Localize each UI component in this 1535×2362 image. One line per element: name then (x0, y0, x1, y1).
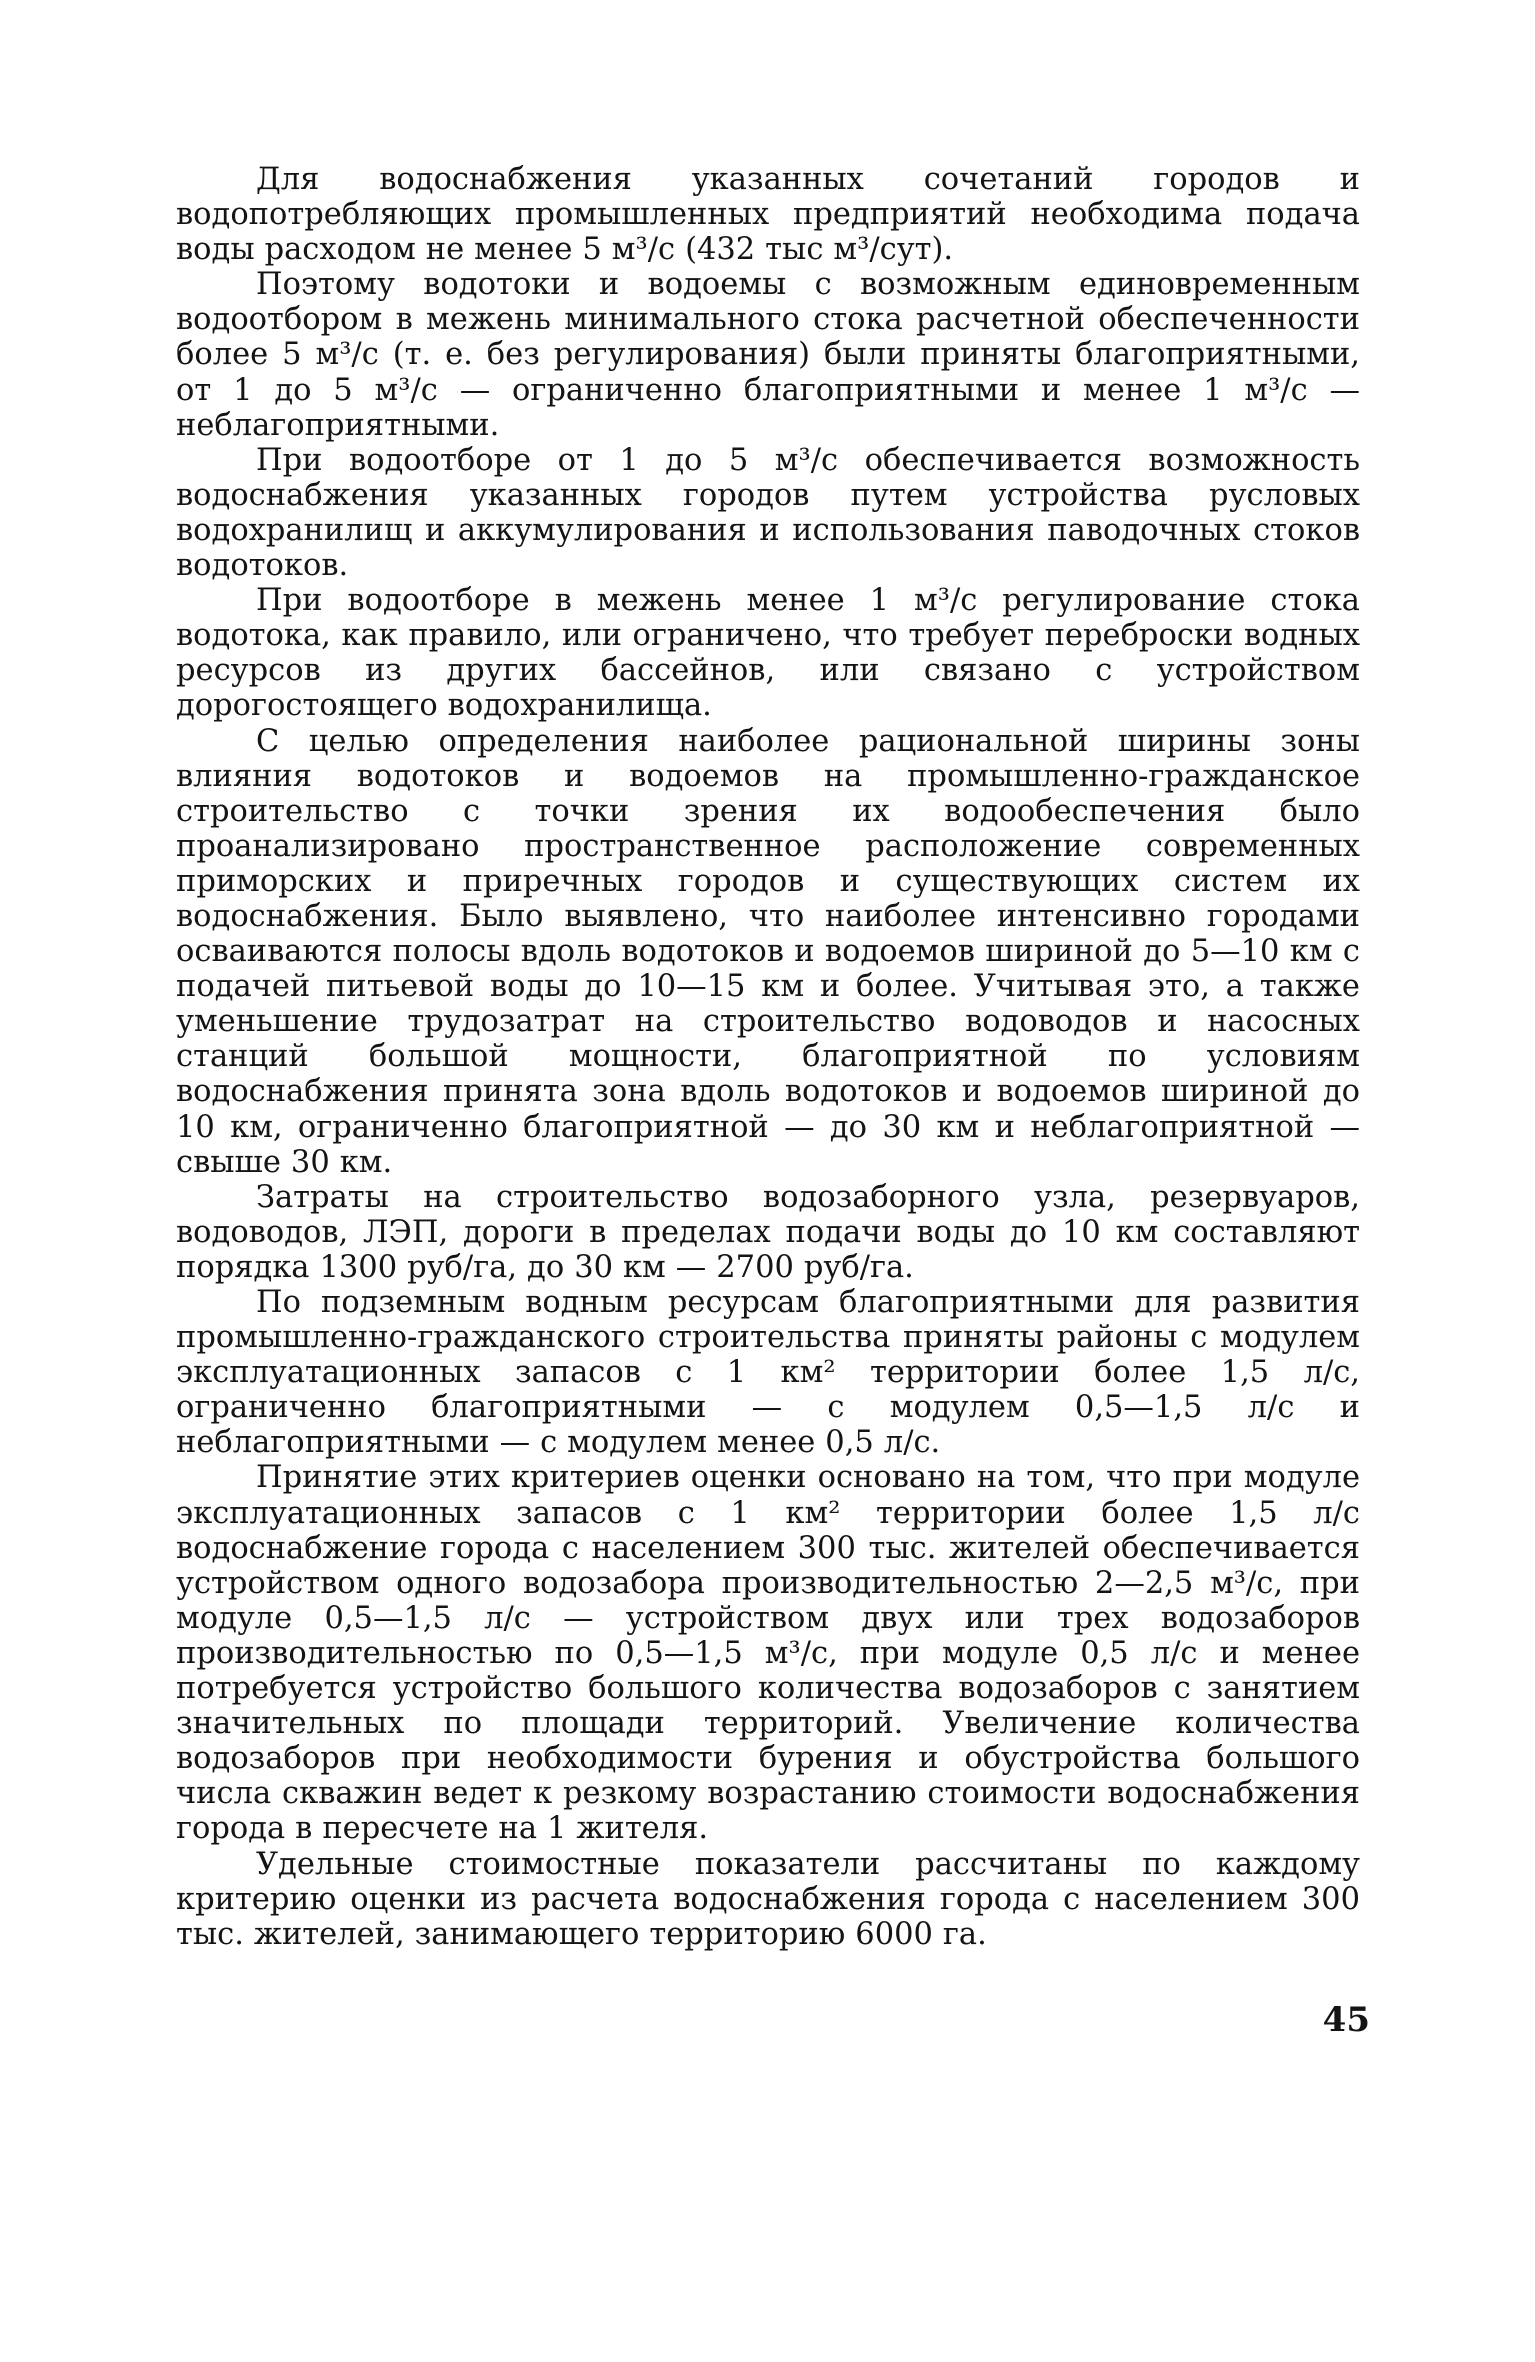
body-text (176, 162, 1360, 1952)
paragraph-criteria-rationale: Принятие этих критериев оценки основано на том, что при модуле эксплуатационных запасов с 1 км² территории более 1,5 л/с водоснабжение города с населением 300 тыс. жителей обеспечивается устройством одного водозабора производительностью 2—2,5 м³/с, при модуле 0,5—1,5 л/с — устройством двух или трех водозаборов производительностью по 0,5—1,5 м³/с, при модуле 0,5 л/с и менее потребуется устройство большого количества водозаборов с занятием значительных по площади территорий. Увеличение количества водозаборов при необходимости бурения и обустройства большого числа скважин ведет к резкому возрастанию стоимости водоснабжения города в пересчете на 1 жителя. (176, 1460, 1360, 1847)
paragraph-construction-costs: Затраты на строительство водозаборного узла, резервуаров, водоводов, ЛЭП, дороги в пределах подачи воды до 10 км составляют порядка 1300 руб/га, до 30 км — 2700 руб/га. (176, 1179, 1360, 1285)
paragraph-influence-zone: С целью определения наиболее рациональной ширины зоны влияния водотоков и водоемов на промышленно-гражданское строительство с точки зрения их водообеспечения было проанализировано пространственное расположение современных приморских и приречных городов и существующих систем их водоснабжения. Было выявлено, что наиболее интенсивно городами осваиваются полосы вдоль водотоков и водоемов шириной до 5—10 км с подачей питьевой воды до 10—15 км и более. Учитывая это, а также уменьшение трудозатрат на строительство водоводов и насосных станций большой мощности, благоприятной по условиям водоснабжения принята зона вдоль водотоков и водоемов шириной до 10 км, ограниченно благоприятной — до 30 км и неблагоприятной — свыше 30 км. (176, 723, 1360, 1180)
paragraph-watercourse-classification: Поэтому водотоки и водоемы с возможным единовременным водоотбором в межень минимального стока расчетной обеспеченности более 5 м³/с (т. е. без регулирования) были приняты благоприятными, от 1 до 5 м³/с — ограниченно благоприятными и менее 1 м³/с — неблагоприятными. (176, 267, 1360, 443)
paragraph-reservoirs: При водоотборе от 1 до 5 м³/с обеспечивается возможность водоснабжения указанных городов путем устройства русловых водохранилищ и аккумулирования и использования паводочных стоков водотоков. (176, 442, 1360, 584)
paragraph-groundwater-resources: По подземным водным ресурсам благоприятными для развития промышленно-гражданского строительства приняты районы с модулем эксплуатационных запасов с 1 км² территории более 1,5 л/с, ограниченно благоприятными — с модулем 0,5—1,5 л/с и неблагоприятными — с модулем менее 0,5 л/с. (176, 1285, 1360, 1461)
page-number: 45 (1322, 2000, 1370, 2040)
paragraph-unit-cost-indicators: Удельные стоимостные показатели рассчитаны по каждому критерию оценки из расчета водоснабжения города с населением 300 тыс. жителей, занимающего территорию 6000 га. (176, 1846, 1360, 1952)
paragraph-water-demand: Для водоснабжения указанных сочетаний городов и водопотребляющих промышленных предприятий необходима подача воды расходом не менее 5 м³/с (432 тыс м³/сут). (176, 162, 1360, 268)
paragraph-low-flow-regulation: При водоотборе в межень менее 1 м³/с регулирование стока водотока, как правило, или ограничено, что требует переброски водных ресурсов из других бассейнов, или связано с устройством дорогостоящего водохранилища. (176, 583, 1360, 724)
